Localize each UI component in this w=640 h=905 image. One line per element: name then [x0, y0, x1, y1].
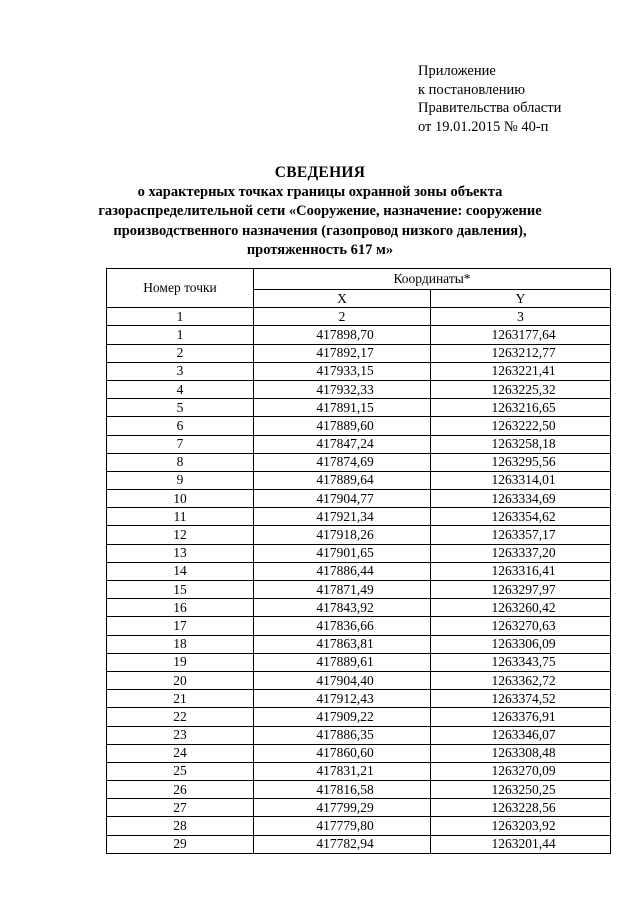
coord-y-cell: 1263228,56 [431, 799, 611, 817]
coord-x-cell: 417892,17 [254, 344, 431, 362]
header-x: X [254, 290, 431, 308]
coord-x-cell: 417816,58 [254, 781, 431, 799]
point-number-cell: 1 [107, 326, 254, 344]
coord-y-cell: 1263177,64 [431, 326, 611, 344]
coord-x-cell: 417779,80 [254, 817, 431, 835]
coord-x-cell: 417901,65 [254, 544, 431, 562]
point-number-cell: 6 [107, 417, 254, 435]
table-row [107, 762, 611, 780]
appendix-block [418, 62, 561, 136]
document-subtitle-line: о характерных точках границы охранной зоны объекта [137, 183, 503, 200]
table-row [107, 435, 611, 453]
point-number-cell: 21 [107, 690, 254, 708]
table-row [107, 526, 611, 544]
point-number-cell: 20 [107, 671, 254, 689]
point-number-cell: 10 [107, 490, 254, 508]
numbering-cell: 1 [107, 308, 254, 326]
point-number-cell: 19 [107, 653, 254, 671]
point-number-cell: 22 [107, 708, 254, 726]
coord-y-cell: 1263225,32 [431, 380, 611, 398]
table-row [107, 544, 611, 562]
point-number-cell: 14 [107, 562, 254, 580]
point-number-cell: 26 [107, 781, 254, 799]
table-row [107, 781, 611, 799]
coord-x-cell: 417782,94 [254, 835, 431, 853]
point-number-cell: 15 [107, 581, 254, 599]
coord-y-cell: 1263258,18 [431, 435, 611, 453]
point-number-cell: 11 [107, 508, 254, 526]
table-row [107, 653, 611, 671]
table-row [107, 417, 611, 435]
header-coordinates: Координаты* [254, 269, 611, 290]
table-row [107, 599, 611, 617]
coord-y-cell: 1263250,25 [431, 781, 611, 799]
coord-y-cell: 1263374,52 [431, 690, 611, 708]
table-row [107, 744, 611, 762]
coord-x-cell: 417863,81 [254, 635, 431, 653]
coord-x-cell: 417889,60 [254, 417, 431, 435]
coord-x-cell: 417933,15 [254, 362, 431, 380]
table-row [107, 708, 611, 726]
point-number-cell: 28 [107, 817, 254, 835]
coord-x-cell: 417918,26 [254, 526, 431, 544]
coord-y-cell: 1263346,07 [431, 726, 611, 744]
coord-y-cell: 1263221,41 [431, 362, 611, 380]
table-row [107, 453, 611, 471]
coord-x-cell: 417904,77 [254, 490, 431, 508]
point-number-cell: 7 [107, 435, 254, 453]
table-row [107, 471, 611, 489]
coord-y-cell: 1263260,42 [431, 599, 611, 617]
table-row [107, 817, 611, 835]
document-subtitle-line: протяженность 617 м» [246, 242, 394, 258]
table-row [107, 726, 611, 744]
table-row [107, 581, 611, 599]
point-number-cell: 9 [107, 471, 254, 489]
coord-x-cell: 417886,44 [254, 562, 431, 580]
coord-x-cell: 417904,40 [254, 671, 431, 689]
document-heading [60, 163, 580, 261]
header-y: Y [431, 290, 611, 308]
appendix-line: Приложение [418, 63, 496, 79]
coord-y-cell: 1263203,92 [431, 817, 611, 835]
coord-y-cell: 1263306,09 [431, 635, 611, 653]
coord-x-cell: 417921,34 [254, 508, 431, 526]
coord-y-cell: 1263316,41 [431, 562, 611, 580]
point-number-cell: 27 [107, 799, 254, 817]
point-number-cell: 3 [107, 362, 254, 380]
coord-x-cell: 417932,33 [254, 380, 431, 398]
table-row [107, 326, 611, 344]
coord-y-cell: 1263216,65 [431, 399, 611, 417]
coord-x-cell: 417889,61 [254, 653, 431, 671]
coord-y-cell: 1263354,62 [431, 508, 611, 526]
numbering-cell: 3 [431, 308, 611, 326]
coord-x-cell: 417889,64 [254, 471, 431, 489]
coord-y-cell: 1263295,56 [431, 453, 611, 471]
point-number-cell: 24 [107, 744, 254, 762]
table-row [107, 344, 611, 362]
coord-x-cell: 417860,60 [254, 744, 431, 762]
header-point-number: Номер точки [107, 269, 254, 308]
coord-x-cell: 417912,43 [254, 690, 431, 708]
point-number-cell: 16 [107, 599, 254, 617]
appendix-line: от 19.01.2015 № 40-п [418, 118, 549, 135]
point-number-cell: 13 [107, 544, 254, 562]
coord-y-cell: 1263337,20 [431, 544, 611, 562]
point-number-cell: 8 [107, 453, 254, 471]
table-row [107, 617, 611, 635]
coord-y-cell: 1263212,77 [431, 344, 611, 362]
document-subtitle-line: производственного назначения (газопровод низкого давления), [113, 222, 527, 239]
numbering-cell: 2 [254, 308, 431, 326]
table-row [107, 562, 611, 580]
table-row [107, 399, 611, 417]
document-title: СВЕДЕНИЯ [274, 164, 366, 181]
coord-x-cell: 417843,92 [254, 599, 431, 617]
coordinates-table [106, 268, 611, 854]
coord-y-cell: 1263222,50 [431, 417, 611, 435]
coord-x-cell: 417836,66 [254, 617, 431, 635]
coord-x-cell: 417874,69 [254, 453, 431, 471]
table-row [107, 671, 611, 689]
coord-y-cell: 1263314,01 [431, 471, 611, 489]
coord-y-cell: 1263376,91 [431, 708, 611, 726]
coord-y-cell: 1263201,44 [431, 835, 611, 853]
coord-y-cell: 1263308,48 [431, 744, 611, 762]
point-number-cell: 4 [107, 380, 254, 398]
coord-x-cell: 417886,35 [254, 726, 431, 744]
table-row [107, 380, 611, 398]
coord-y-cell: 1263270,09 [431, 762, 611, 780]
point-number-cell: 2 [107, 344, 254, 362]
point-number-cell: 12 [107, 526, 254, 544]
coord-y-cell: 1263270,63 [431, 617, 611, 635]
table-body [107, 326, 611, 853]
table-row [107, 799, 611, 817]
point-number-cell: 29 [107, 835, 254, 853]
point-number-cell: 5 [107, 399, 254, 417]
table-row [107, 835, 611, 853]
coord-y-cell: 1263362,72 [431, 671, 611, 689]
coord-x-cell: 417909,22 [254, 708, 431, 726]
coord-x-cell: 417898,70 [254, 326, 431, 344]
point-number-cell: 18 [107, 635, 254, 653]
coord-x-cell: 417871,49 [254, 581, 431, 599]
coord-y-cell: 1263343,75 [431, 653, 611, 671]
appendix-line: к постановлению [418, 81, 526, 98]
appendix-line: Правительства области [418, 100, 562, 116]
coord-x-cell: 417831,21 [254, 762, 431, 780]
table-row [107, 362, 611, 380]
coord-x-cell: 417891,15 [254, 399, 431, 417]
table-row [107, 690, 611, 708]
table-numbering-row [107, 308, 611, 326]
coord-y-cell: 1263357,17 [431, 526, 611, 544]
point-number-cell: 17 [107, 617, 254, 635]
coord-y-cell: 1263297,97 [431, 581, 611, 599]
point-number-cell: 23 [107, 726, 254, 744]
document-subtitle-line: газораспределительной сети «Сооружение, назначение: сооружение [98, 203, 542, 219]
coord-x-cell: 417799,29 [254, 799, 431, 817]
coord-y-cell: 1263334,69 [431, 490, 611, 508]
point-number-cell: 25 [107, 762, 254, 780]
coord-x-cell: 417847,24 [254, 435, 431, 453]
table-header-row [107, 269, 611, 290]
table-row [107, 490, 611, 508]
table-row [107, 635, 611, 653]
table-row [107, 508, 611, 526]
